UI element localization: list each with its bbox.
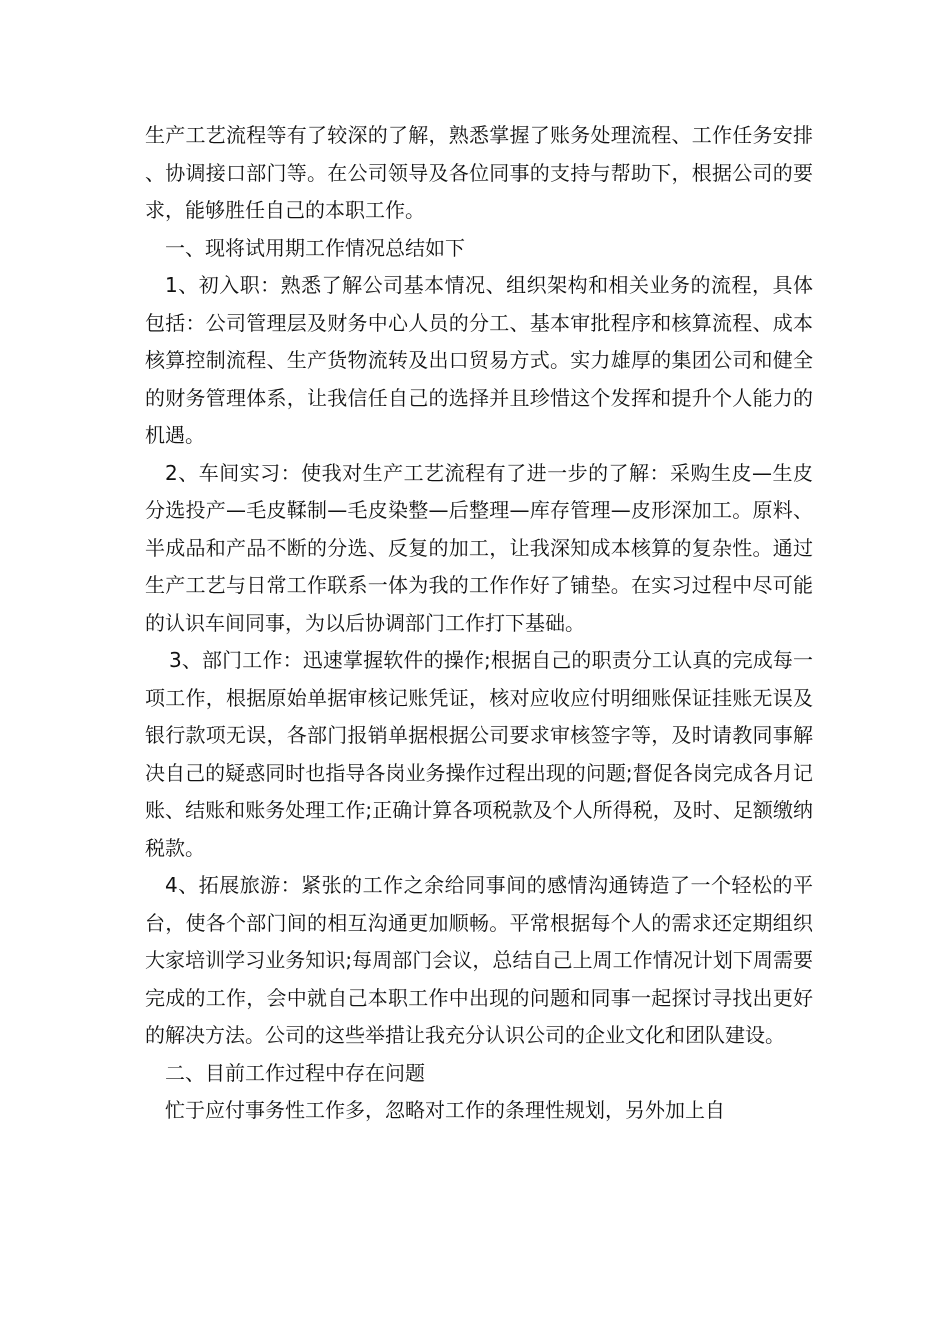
paragraph-item-1: 1、初入职：熟悉了解公司基本情况、组织架构和相关业务的流程，具体包括：公司管理层及财务中心人员的分工、基本审批程序和核算流程、成本核算控制流程、生产货物流转及出口贸易方式。实力雄厚的集团公司和健全的财务管理体系，让我信任自己的选择并且珍惜这个发挥和提升个人能力的机遇。 [145, 273, 813, 447]
paragraph-problems: 忙于应付事务性工作多，忽略对工作的条理性规划，另外加上自 [165, 1098, 725, 1122]
paragraph-intro: 生产工艺流程等有了较深的了解，熟悉掌握了账务处理流程、工作任务安排、协调接口部门等。在公司领导及各位同事的支持与帮助下，根据公司的要求，能够胜任自己的本职工作。 [145, 123, 813, 222]
section-heading-problems: 二、目前工作过程中存在问题 [165, 1060, 425, 1085]
paragraph-item-4: 4、拓展旅游：紧张的工作之余给同事间的感情沟通铸造了一个轻松的平台，使各个部门间的相互沟通更加顺畅。平常根据每个人的需求还定期组织大家培训学习业务知识;每周部门会议，总结自己上周工作情况计划下周需要完成的工作，会中就自己本职工作中出现的问题和同事一起探讨寻找出更好的解决方法。公司的这些举措让我充分认识公司的企业文化和团队建设。 [145, 873, 813, 1047]
paragraph-item-3: 3、部门工作：迅速掌握软件的操作;根据自己的职责分工认真的完成每一项工作，根据原始单据审核记账凭证，核对应收应付明细账保证挂账无误及银行款项无误，各部门报销单据根据公司要求审核签字等，及时请教同事解决自己的疑惑同时也指导各岗业务操作过程出现的问题;督促各岗完成各月记账、结账和账务处理工作;正确计算各项税款及个人所得税，及时、足额缴纳税款。 [145, 648, 813, 860]
document-body [145, 117, 813, 1130]
paragraph-item-2: 2、车间实习：使我对生产工艺流程有了进一步的了解：采购生皮—生皮分选投产—毛皮鞣制—毛皮染整—后整理—库存管理—皮形深加工。原料、半成品和产品不断的分选、反复的加工，让我深知成本核算的复杂性。通过生产工艺与日常工作联系一体为我的工作作好了铺垫。在实习过程中尽可能的认识车间同事，为以后协调部门工作打下基础。 [145, 460, 813, 635]
section-heading-summary: 一、现将试用期工作情况总结如下 [165, 235, 465, 260]
